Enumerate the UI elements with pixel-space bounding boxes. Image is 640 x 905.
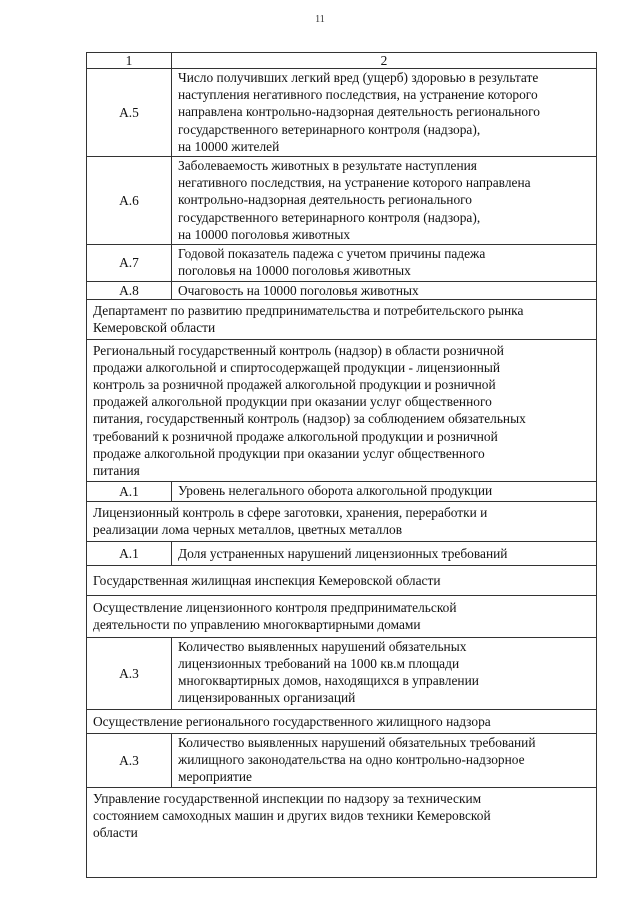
- table-row: [87, 733, 597, 787]
- table-row: [87, 157, 597, 245]
- table-row: [87, 637, 597, 709]
- section-title: Осуществление регионального государственного жилищного надзора: [87, 709, 597, 733]
- header-col-2: 2: [172, 53, 597, 69]
- section-title: Государственная жилищная инспекция Кемеровской области: [87, 565, 597, 595]
- table-row: [87, 282, 597, 300]
- section-title: Региональный государственный контроль (надзор) в области розничной продажи алкогольной и спиртосодержащей продукции - лицензионный контроль за розничной продажей алкогольной продукции и розничной продажей алкогольной продукции при оказании услуг общественного питания, государственный контроль (надзор) за соблюдением обязательных требований к розничной продаже алкогольной продукции и розничной продаже алкогольной продукции при оказании услуг общественного питания: [87, 339, 597, 482]
- row-code: А.1: [87, 482, 172, 502]
- table-header-row: [87, 53, 597, 69]
- section-row: [87, 502, 597, 541]
- row-code: А.3: [87, 637, 172, 709]
- table-row: [87, 541, 597, 565]
- row-code: А.8: [87, 282, 172, 300]
- section-title: Осуществление лицензионного контроля предпринимательской деятельности по управлению многоквартирными домами: [87, 595, 597, 637]
- row-text: Уровень нелегального оборота алкогольной продукции: [172, 482, 597, 502]
- header-col-1: 1: [87, 53, 172, 69]
- row-text: Очаговость на 10000 поголовья животных: [172, 282, 597, 300]
- row-text: Годовой показатель падежа с учетом причины падежа поголовья на 10000 поголовья животных: [172, 245, 597, 282]
- section-row: [87, 595, 597, 637]
- row-code: А.3: [87, 733, 172, 787]
- table-row: [87, 69, 597, 157]
- row-code: А.5: [87, 69, 172, 157]
- row-text: Число получивших легкий вред (ущерб) здоровью в результате наступления негативного последствия, на устранение которого направлена контрольно-надзорная деятельность регионального государственного ветеринарного контроля (надзора), на 10000 жителей: [172, 69, 597, 157]
- row-code: А.7: [87, 245, 172, 282]
- row-text: Доля устраненных нарушений лицензионных требований: [172, 541, 597, 565]
- section-row: [87, 787, 597, 877]
- section-row: [87, 300, 597, 339]
- section-title: Департамент по развитию предпринимательства и потребительского рынка Кемеровской области: [87, 300, 597, 339]
- page-number: 11: [315, 14, 325, 25]
- row-text: Количество выявленных нарушений обязательных лицензионных требований на 1000 кв.м площади многоквартирных домов, находящихся в управлении лицензированных организаций: [172, 637, 597, 709]
- section-title: Управление государственной инспекции по надзору за техническим состоянием самоходных машин и других видов техники Кемеровской области: [87, 787, 597, 877]
- row-text: Количество выявленных нарушений обязательных требований жилищного законодательства на одно контрольно-надзорное мероприятие: [172, 733, 597, 787]
- indicators-table: [86, 52, 597, 878]
- row-text: Заболеваемость животных в результате наступления негативного последствия, на устранение которого направлена контрольно-надзорная деятельность регионального государственного ветеринарного контроля (надзора), на 10000 поголовья животных: [172, 157, 597, 245]
- row-code: А.1: [87, 541, 172, 565]
- section-row: [87, 339, 597, 482]
- section-row: [87, 709, 597, 733]
- table-row: [87, 245, 597, 282]
- section-row: [87, 565, 597, 595]
- row-code: А.6: [87, 157, 172, 245]
- section-title: Лицензионный контроль в сфере заготовки, хранения, переработки и реализации лома черных металлов, цветных металлов: [87, 502, 597, 541]
- table-row: [87, 482, 597, 502]
